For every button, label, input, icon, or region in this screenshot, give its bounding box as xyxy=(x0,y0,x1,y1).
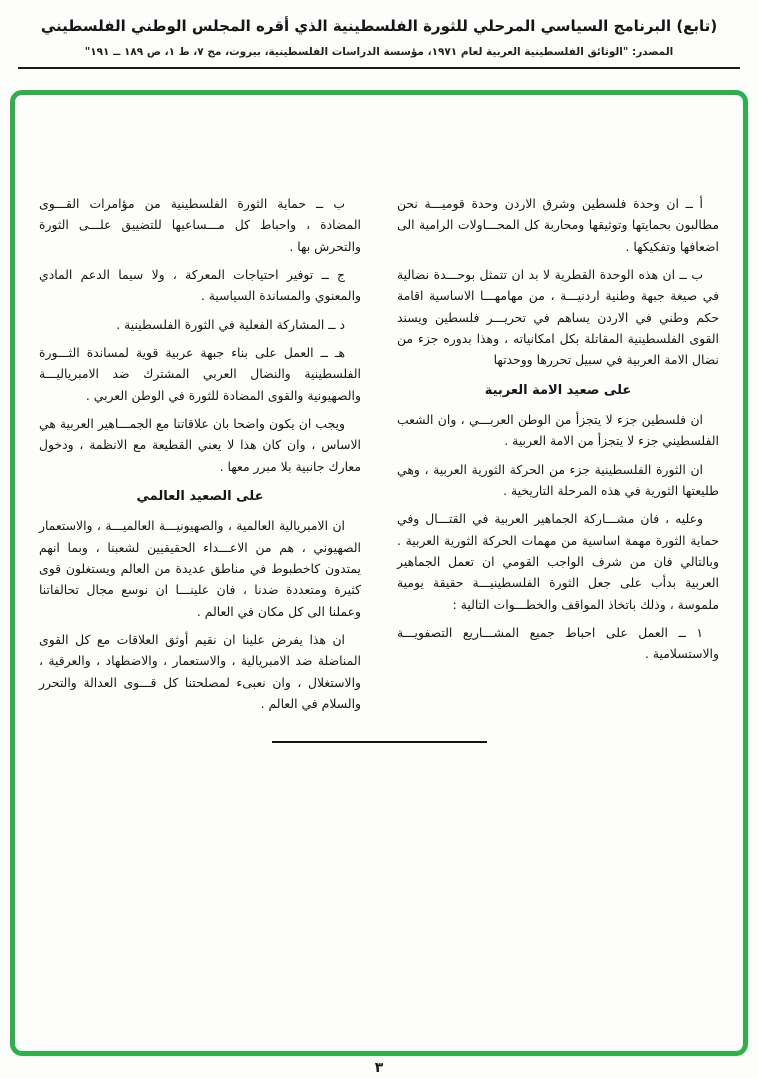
document-title: (تابع) البرنامج السياسي المرحلي للثورة الفلسطينية الذي أقره المجلس الوطني الفلسطيني xyxy=(40,17,718,35)
paragraph: وعليه ، فان مشـــاركة الجماهير العربية في القتـــال وفي حماية الثورة مهمة اساسية من مهمات الحركة الثورية العربية . وبالتالي فان من شرف الواجب القومي ان تعمل الجماهير العربية بدأب على جعل الثورة الفلسطينيـــة حقيقة يومية ملموسة ، وذلك باتخاذ المواقف والخطـــوات التالية : xyxy=(397,511,719,612)
paragraph: ويجب ان يكون واضحا بان علاقاتنا مع الجمـــاهير العربية هي الاساس ، وان كان هذا لا يعني القطيعة مع الانظمة ، ودخول معارك جانبية بلا مبرر معها . xyxy=(39,415,361,474)
paragraph: ج ــ توفير احتياجات المعركة ، ولا سيما الدعم المادي والمعنوي والمساندة السياسية . xyxy=(39,266,361,304)
paragraph: ان هذا يفرض علينا ان نقيم أوثق العلاقات مع كل القوى المناضلة ضد الامبريالية ، والاستعمار ، والاضطهاد ، والعرقية ، والاستغلال ، وان نعبىء لمصلحتنا كل قـــوى العدالة والتحرر والسلام في العالم . xyxy=(39,631,361,711)
paragraph: د ــ المشاركة الفعلية في الثورة الفلسطينية . xyxy=(116,316,345,332)
right-column xyxy=(397,193,719,721)
source-line: المصدر: "الوثائق الفلسطينية العربية لعام ١٩٧١، مؤسسة الدراسات الفلسطينية، بيروت، مج ٧، ط ١، ص ١٨٩ ــ ١٩١" xyxy=(84,46,674,58)
header-rule xyxy=(18,67,740,69)
page-number: ٣ xyxy=(374,1060,384,1076)
paragraph: ب ــ ان هذه الوحدة القطرية لا بد ان تتمثل بوحـــدة نضالية في صيغة جبهة وطنية اردنيـــة ، من مهامهـــا الاساسية اقامة حكم وطني في الاردن يساهم في تحريـــر فلسطين ويسند القوى الفلسطينية المقاتلة بكل امكانياته ، وهذا بدوره جزء من نضال الامة العربية في سبيل تحررها ووحدتها xyxy=(397,266,719,368)
left-column xyxy=(39,193,361,721)
paragraph: أ ــ ان وحدة فلسطين وشرق الاردن وحدة قوميـــة نحن مطالبون بحمايتها وتوثيقها ومحاربة كل المحـــاولات الرامية الى اضعافها وتفكيكها . xyxy=(397,196,719,254)
paragraph: ان فلسطين جزء لا يتجزأ من الوطن العربـــي ، وان الشعب الفلسطيني جزء لا يتجزأ من الامة العربية . xyxy=(397,411,719,449)
section-heading: على الصعيد العالمي xyxy=(136,488,264,504)
content-frame xyxy=(10,90,748,1056)
paragraph: ان الثورة الفلسطينية جزء من الحركة الثورية العربية ، وهي طليعتها الثورية في هذه المرحلة التاريخية . xyxy=(397,461,719,498)
paragraph: ان الامبريالية العالمية ، والصهيونيـــة العالميـــة ، والاستعمار الصهيوني ، هم من الاعـــداء الحقيقيين لشعبنا ، وبما انهم يمتدون كاخطبوط في مناطق عديدة من العالم ويستغلون قوى كثيرة ومتعددة ضدنا ، فان علينـــا ان نوسع مجال تحالفاتنا وعملنا الى كل مكان في العالم . xyxy=(39,518,361,619)
two-column-text xyxy=(15,95,743,721)
page-header xyxy=(0,0,758,58)
section-heading: على صعيد الامة العربية xyxy=(484,382,632,398)
end-divider-rule xyxy=(272,741,487,743)
paragraph: هـ ــ العمل على بناء جبهة عربية قوية لمساندة الثـــورة الفلسطينية والنضال العربي المشترك ضد الامبرياليـــة والصهيونية والقوى المضادة للثورة في الوطن العربي . xyxy=(39,344,361,403)
paragraph: ب ــ حماية الثورة الفلسطينية من مؤامرات القـــوى المضادة ، واحباط كل مـــساعيها للتضييق علـــى الثورة والتحرش بها . xyxy=(39,196,361,254)
paragraph: ١ ــ العمل على احباط جميع المشـــاريع التصفويـــة والاستسلامية . xyxy=(397,624,719,662)
